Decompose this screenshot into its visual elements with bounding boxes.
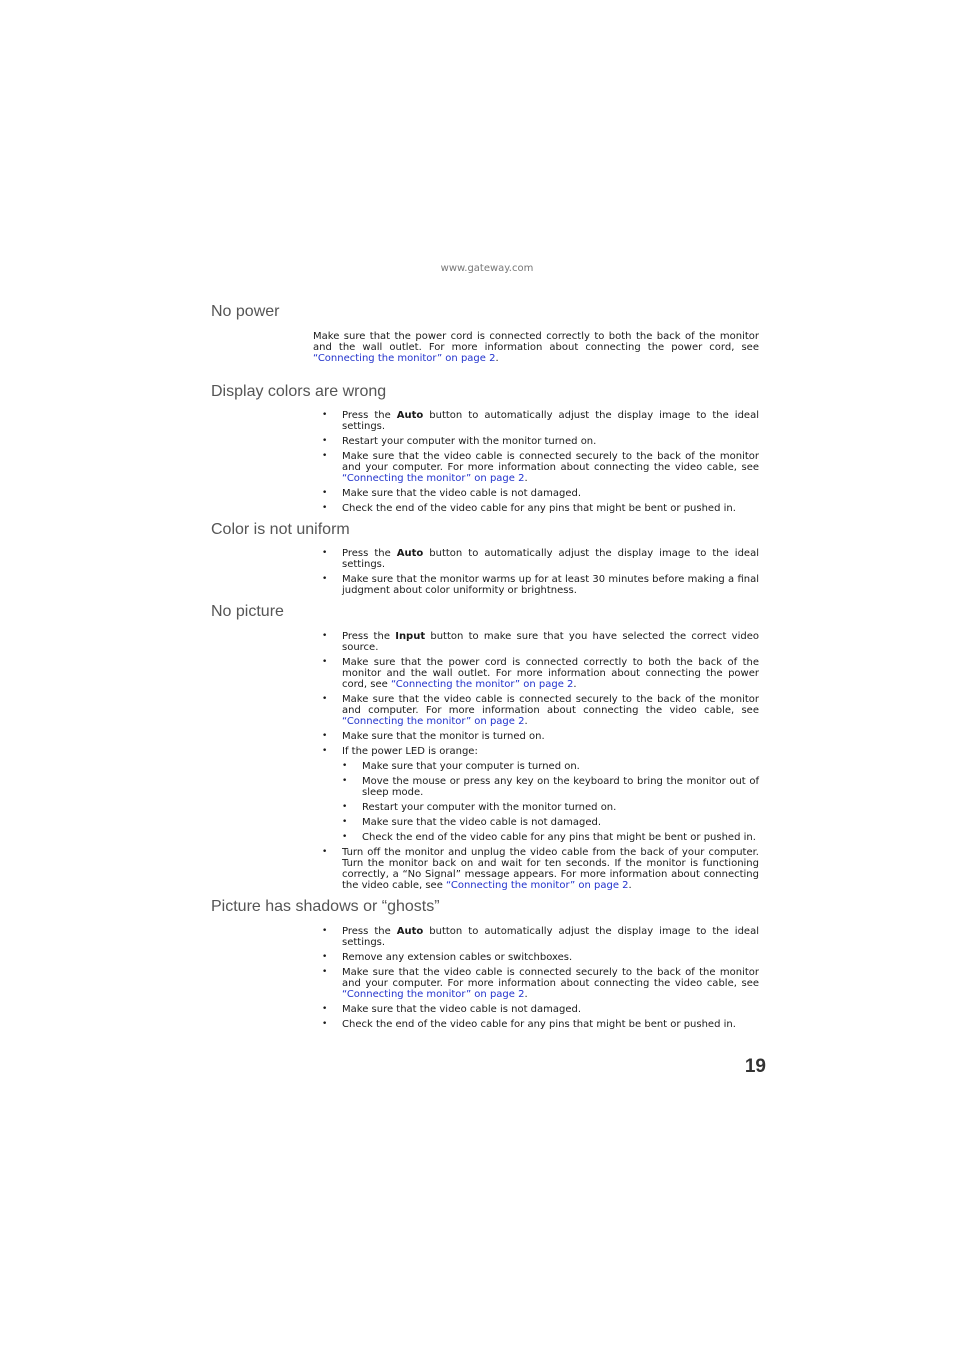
bullet-icon: • — [322, 694, 328, 704]
bullet-icon: • — [342, 832, 348, 842]
sub-list-item: • Make sure that the video cable is not damaged. — [342, 817, 602, 828]
list-item: • Make sure that the video cable is connected securely to the back of the monitor and your computer. For more information about connecting the video cable, see “Connecting the monitor” on page 2. — [322, 967, 759, 1000]
list-item: • Restart your computer with the monitor turned on. — [322, 436, 597, 447]
list-item: • If the power LED is orange: • Make sure that your computer is turned on. • Move the mouse or press any key on the keyboard to bring the monitor out of sleep mode. • Restart your computer with the monitor turned on. • Make sure that the video cable is not damaged. • Check the end of the video cable for any pins that might be bent or pushed in. — [322, 746, 759, 843]
bullet-icon: • — [322, 967, 328, 977]
list-item: • Make sure that the video cable is connected securely to the back of the monitor and your computer. For more information about connecting the video cable, see “Connecting the monitor” on page 2. — [322, 451, 759, 484]
list-item: • Make sure that the monitor warms up for at least 30 minutes before making a final judgment about color uniformity or brightness. — [322, 574, 759, 596]
bullet-icon: • — [322, 488, 328, 498]
bullet-icon: • — [322, 574, 328, 584]
bullet-icon: • — [342, 817, 348, 827]
link-connecting-monitor[interactable]: “Connecting the monitor” on page 2 — [342, 473, 525, 484]
bullet-icon: • — [322, 410, 328, 420]
no-power-end: . — [495, 353, 499, 364]
shadows-list — [322, 926, 759, 1034]
list-item: • Make sure that the video cable is connected securely to the back of the monitor and computer. For more information about connecting the video cable, see “Connecting the monitor” on page 2. — [322, 694, 759, 727]
list-item: • Make sure that the video cable is not damaged. — [322, 488, 582, 499]
heading-display-colors: Display colors are wrong — [211, 383, 387, 400]
list-item: • Press the Auto button to automatically adjust the display image to the ideal settings. — [322, 548, 759, 570]
link-connecting-monitor[interactable]: “Connecting the monitor” on page 2 — [342, 716, 525, 727]
link-connecting-monitor[interactable]: “Connecting the monitor” on page 2 — [390, 679, 574, 690]
bullet-icon: • — [322, 548, 328, 558]
color-not-uniform-list — [322, 548, 759, 600]
header-url: www.gateway.com — [440, 263, 534, 274]
bullet-icon: • — [322, 1004, 328, 1014]
display-colors-list — [322, 410, 759, 518]
bullet-icon: • — [322, 1019, 328, 1029]
list-item: • Press the Auto button to automatically adjust the display image to the ideal settings. — [322, 926, 759, 948]
list-item: • Press the Input button to make sure that you have selected the correct video source. — [322, 631, 759, 653]
heading-no-picture: No picture — [211, 603, 284, 620]
bullet-icon: • — [322, 503, 328, 513]
bullet-icon: • — [322, 731, 328, 741]
sub-list-item: • Check the end of the video cable for any pins that might be bent or pushed in. — [342, 832, 756, 843]
heading-no-power: No power — [211, 303, 280, 320]
link-connecting-monitor[interactable]: “Connecting the monitor” on page 2 — [342, 989, 525, 1000]
no-power-paragraph — [313, 331, 759, 364]
list-item: • Make sure that the power cord is connected correctly to both the back of the monitor and the wall outlet. For more information about connecting the power cord, see “Connecting the monitor” on page 2. — [322, 657, 759, 690]
bullet-icon: • — [322, 952, 328, 962]
list-item: • Check the end of the video cable for any pins that might be bent or pushed in. — [322, 503, 736, 514]
power-led-sublist — [342, 761, 759, 843]
bullet-icon: • — [322, 436, 328, 446]
no-picture-list — [322, 631, 759, 895]
auto-button-label: Auto — [396, 410, 424, 421]
list-item: • Remove any extension cables or switchboxes. — [322, 952, 573, 963]
bullet-icon: • — [322, 631, 328, 641]
input-button-label: Input — [395, 631, 426, 642]
heading-color-not-uniform: Color is not uniform — [211, 521, 350, 538]
link-connecting-monitor[interactable]: “Connecting the monitor” on page 2 — [446, 880, 629, 891]
page-number: 19 — [744, 1056, 766, 1077]
list-item: • Make sure that the video cable is not damaged. — [322, 1004, 582, 1015]
bullet-icon: • — [342, 776, 348, 786]
bullet-icon: • — [322, 926, 328, 936]
sub-list-item: • Move the mouse or press any key on the keyboard to bring the monitor out of sleep mode. — [342, 776, 759, 798]
bullet-icon: • — [342, 761, 348, 771]
auto-button-label: Auto — [396, 926, 424, 937]
sub-list-item: • Make sure that your computer is turned on. — [342, 761, 580, 772]
auto-button-label: Auto — [396, 548, 424, 559]
list-item: • Turn off the monitor and unplug the video cable from the back of your computer. Turn the monitor back on and wait for ten seconds. If the monitor is functioning correctly, a “No Signal” message appears. For more information about connecting the video cable, see “Connecting the monitor” on page 2. — [322, 847, 759, 891]
bullet-icon: • — [322, 746, 328, 756]
link-connecting-monitor[interactable]: “Connecting the monitor” on page 2 — [313, 353, 496, 364]
no-power-text: Make sure that the power cord is connected correctly to both the back of the monitor and the wall outlet. For more information about connecting the power cord, see — [313, 331, 759, 353]
sub-list-item: • Restart your computer with the monitor turned on. — [342, 802, 617, 813]
list-item: • Make sure that the monitor is turned on. — [322, 731, 545, 742]
heading-shadows-ghosts: Picture has shadows or “ghosts” — [211, 898, 440, 915]
bullet-icon: • — [322, 657, 328, 667]
list-item: • Press the Auto button to automatically adjust the display image to the ideal settings. — [322, 410, 759, 432]
bullet-icon: • — [322, 847, 328, 857]
list-item: • Check the end of the video cable for any pins that might be bent or pushed in. — [322, 1019, 736, 1030]
bullet-icon: • — [322, 451, 328, 461]
bullet-icon: • — [342, 802, 348, 812]
